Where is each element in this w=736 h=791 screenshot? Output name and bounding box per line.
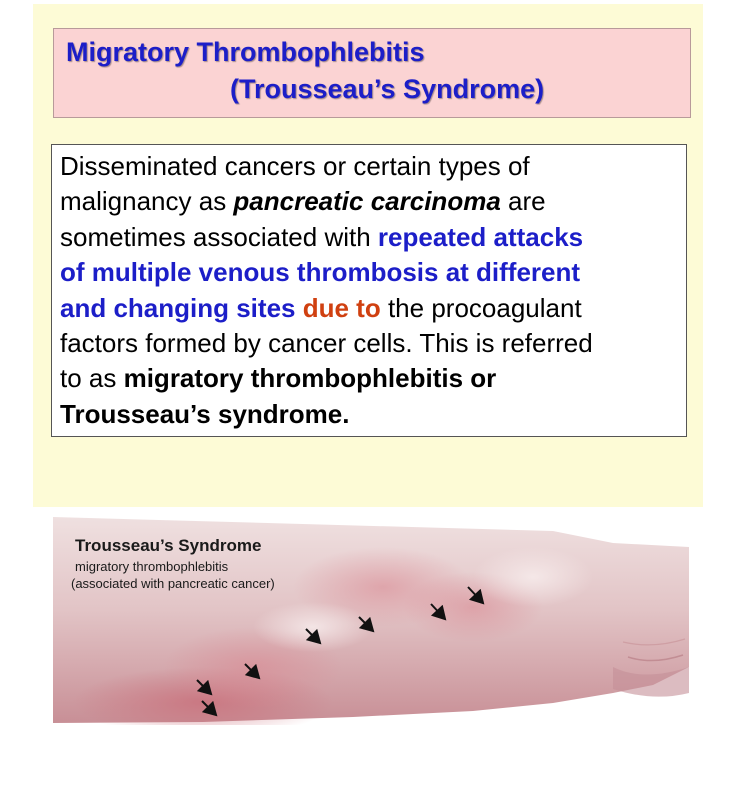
body-line-7 (60, 361, 686, 396)
body-text: to as (60, 363, 124, 394)
body-text: are (500, 186, 546, 217)
body-text (296, 293, 303, 323)
body-line-2 (60, 184, 686, 219)
photo-caption-line-2: (associated with pancreatic cancer) (71, 576, 275, 591)
highlight-blue-text: of multiple venous thrombosis at different (60, 257, 581, 288)
highlight-red-text: due to (302, 292, 381, 323)
body-line-5 (60, 291, 686, 326)
body-line-3 (60, 220, 686, 255)
body-line-8 (60, 397, 686, 432)
body-line-4 (60, 255, 686, 290)
title-line-1: Migratory Thrombophlebitis (66, 37, 425, 67)
body-text: factors formed by cancer cells. This is referred (60, 328, 593, 359)
emphasis-pancreatic-carcinoma: pancreatic carcinoma (233, 186, 501, 217)
slide-panel (33, 4, 703, 507)
body-text: sometimes associated with (60, 221, 378, 252)
body-line-1 (60, 149, 686, 184)
forearm-photo (53, 517, 689, 725)
title-line-2: (Trousseau’s Syndrome) (230, 74, 545, 104)
highlight-blue-text: and changing sites (60, 292, 296, 323)
body-text: malignancy as (60, 186, 234, 217)
photo-caption-title: Trousseau’s Syndrome (75, 536, 262, 555)
body-text: Disseminated cancers or certain types of (60, 151, 530, 181)
highlight-blue-text: repeated attacks (377, 221, 584, 252)
description-box (51, 144, 687, 437)
body-text: the procoagulant (380, 292, 582, 323)
bold-term: migratory thrombophlebitis or (123, 363, 497, 394)
bold-term: Trousseau’s syndrome. (60, 398, 350, 429)
title-box (53, 28, 691, 118)
body-line-6 (60, 326, 686, 361)
photo-caption-line-1: migratory thrombophlebitis (75, 559, 229, 574)
